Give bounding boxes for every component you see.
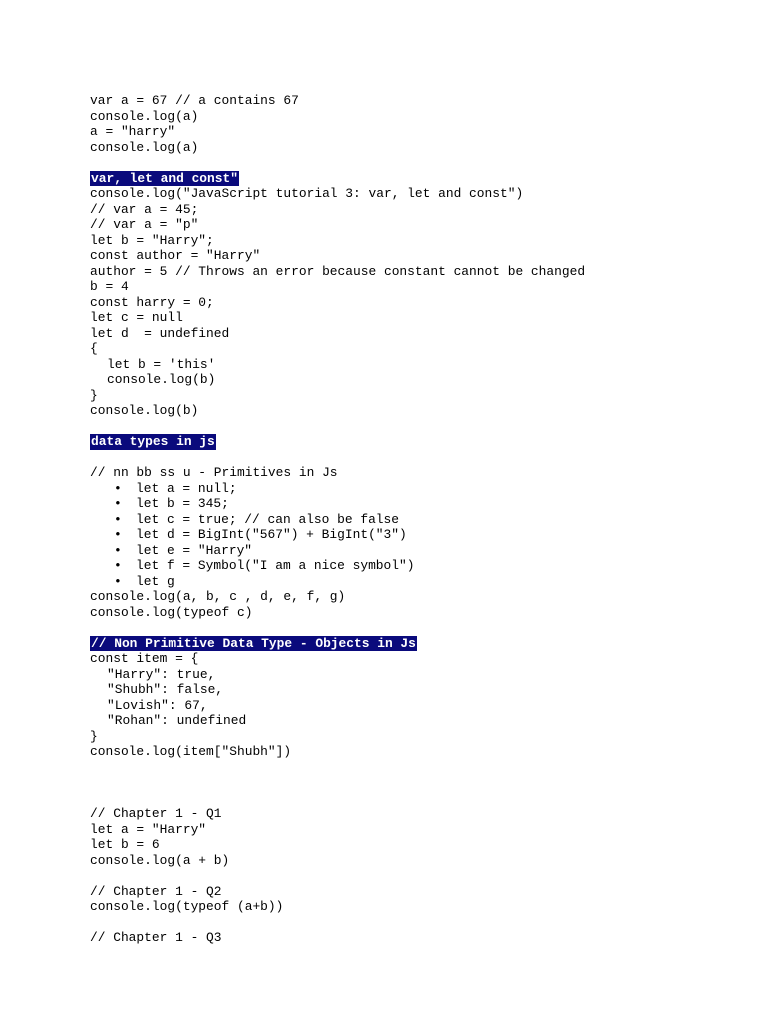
code-line: let d = undefined [90,325,230,341]
code-line: console.log(a) [90,108,199,124]
section-heading-data-types: data types in js [91,434,215,449]
list-item-text: let e = "Harry" [136,542,253,558]
code-line: let c = null [90,310,183,325]
section-heading-row [90,171,750,187]
code-line: author = 5 // Throws an error because constant cannot be changed [90,263,586,279]
code-line: console.log(a, b, c , d, e, f, g) [90,589,346,604]
code-line: let b = 6 [90,837,160,852]
section-heading-non-primitive: // Non Primitive Data Type - Objects in Js [91,635,416,651]
section-heading-row [90,636,750,652]
bullet-icon: • [114,496,122,511]
code-line: console.log("JavaScript tutorial 3: var, let and const") [90,186,524,201]
code-line: const author = "Harry" [90,248,261,263]
list-item [90,543,750,559]
code-line: // var a = 45; [90,201,199,217]
code-line: { [90,341,98,356]
list-item [90,574,750,590]
blank-line [90,419,750,435]
bullet-icon: • [114,480,122,496]
list-item [90,481,750,497]
list-item-text: let f = Symbol("I am a nice symbol") [136,558,415,573]
section-heading-var-let-const: var, let and const" [91,170,238,186]
code-line: console.log(typeof (a+b)) [90,899,284,914]
code-line: } [90,728,98,744]
code-line: console.log(a) [90,139,199,155]
code-line: // Chapter 1 - Q1 [90,806,222,821]
code-line: // Chapter 1 - Q2 [90,883,222,899]
code-line: console.log(item["Shubh"]) [90,744,292,759]
code-line: a = "harry" [90,124,176,139]
code-line: console.log(a + b) [90,852,230,868]
code-listing [90,93,750,946]
list-item [90,558,750,574]
blank-line [90,450,750,466]
code-line: const harry = 0; [90,294,214,310]
list-item-text: let d = BigInt("567") + BigInt("3") [136,527,407,542]
code-line: "Shubh": false, [107,682,224,697]
bullet-icon: • [114,542,122,558]
primitives-bullet-list [90,481,750,590]
code-line: // Chapter 1 - Q3 [90,930,222,945]
code-line: let b = 'this' [107,356,216,372]
code-line: var a = 67 // a contains 67 [90,93,299,108]
section-heading-row [90,434,750,450]
code-line: } [90,387,98,403]
list-item-text: let c = true; // can also be false [136,511,400,527]
code-line: b = 4 [90,279,129,294]
blank-line [90,868,750,884]
code-line: let b = "Harry"; [90,232,214,248]
list-item-text: let b = 345; [136,496,229,511]
list-item [90,496,750,512]
blank-line [90,620,750,636]
bullet-icon: • [114,573,122,589]
code-line: "Rohan": undefined [107,713,247,728]
code-line: console.log(b) [90,403,199,418]
list-item-text: let a = null; [136,480,237,496]
code-line: console.log(b) [107,372,216,387]
code-line: "Harry": true, [107,666,216,682]
blank-line [90,915,750,931]
bullet-icon: • [114,527,122,542]
bullet-icon: • [114,511,122,527]
bullet-icon: • [114,558,122,573]
code-line: let a = "Harry" [90,821,207,837]
list-item [90,527,750,543]
code-line: const item = { [90,651,199,666]
blank-line [90,791,750,807]
code-line: "Lovish": 67, [107,697,208,713]
blank-line [90,760,750,776]
code-line: // nn bb ss u - Primitives in Js [90,465,338,480]
blank-line [90,155,750,171]
blank-line [90,775,750,791]
code-line: // var a = "p" [90,217,199,232]
list-item-text: let g [136,573,175,589]
list-item [90,512,750,528]
code-line: console.log(typeof c) [90,604,253,620]
